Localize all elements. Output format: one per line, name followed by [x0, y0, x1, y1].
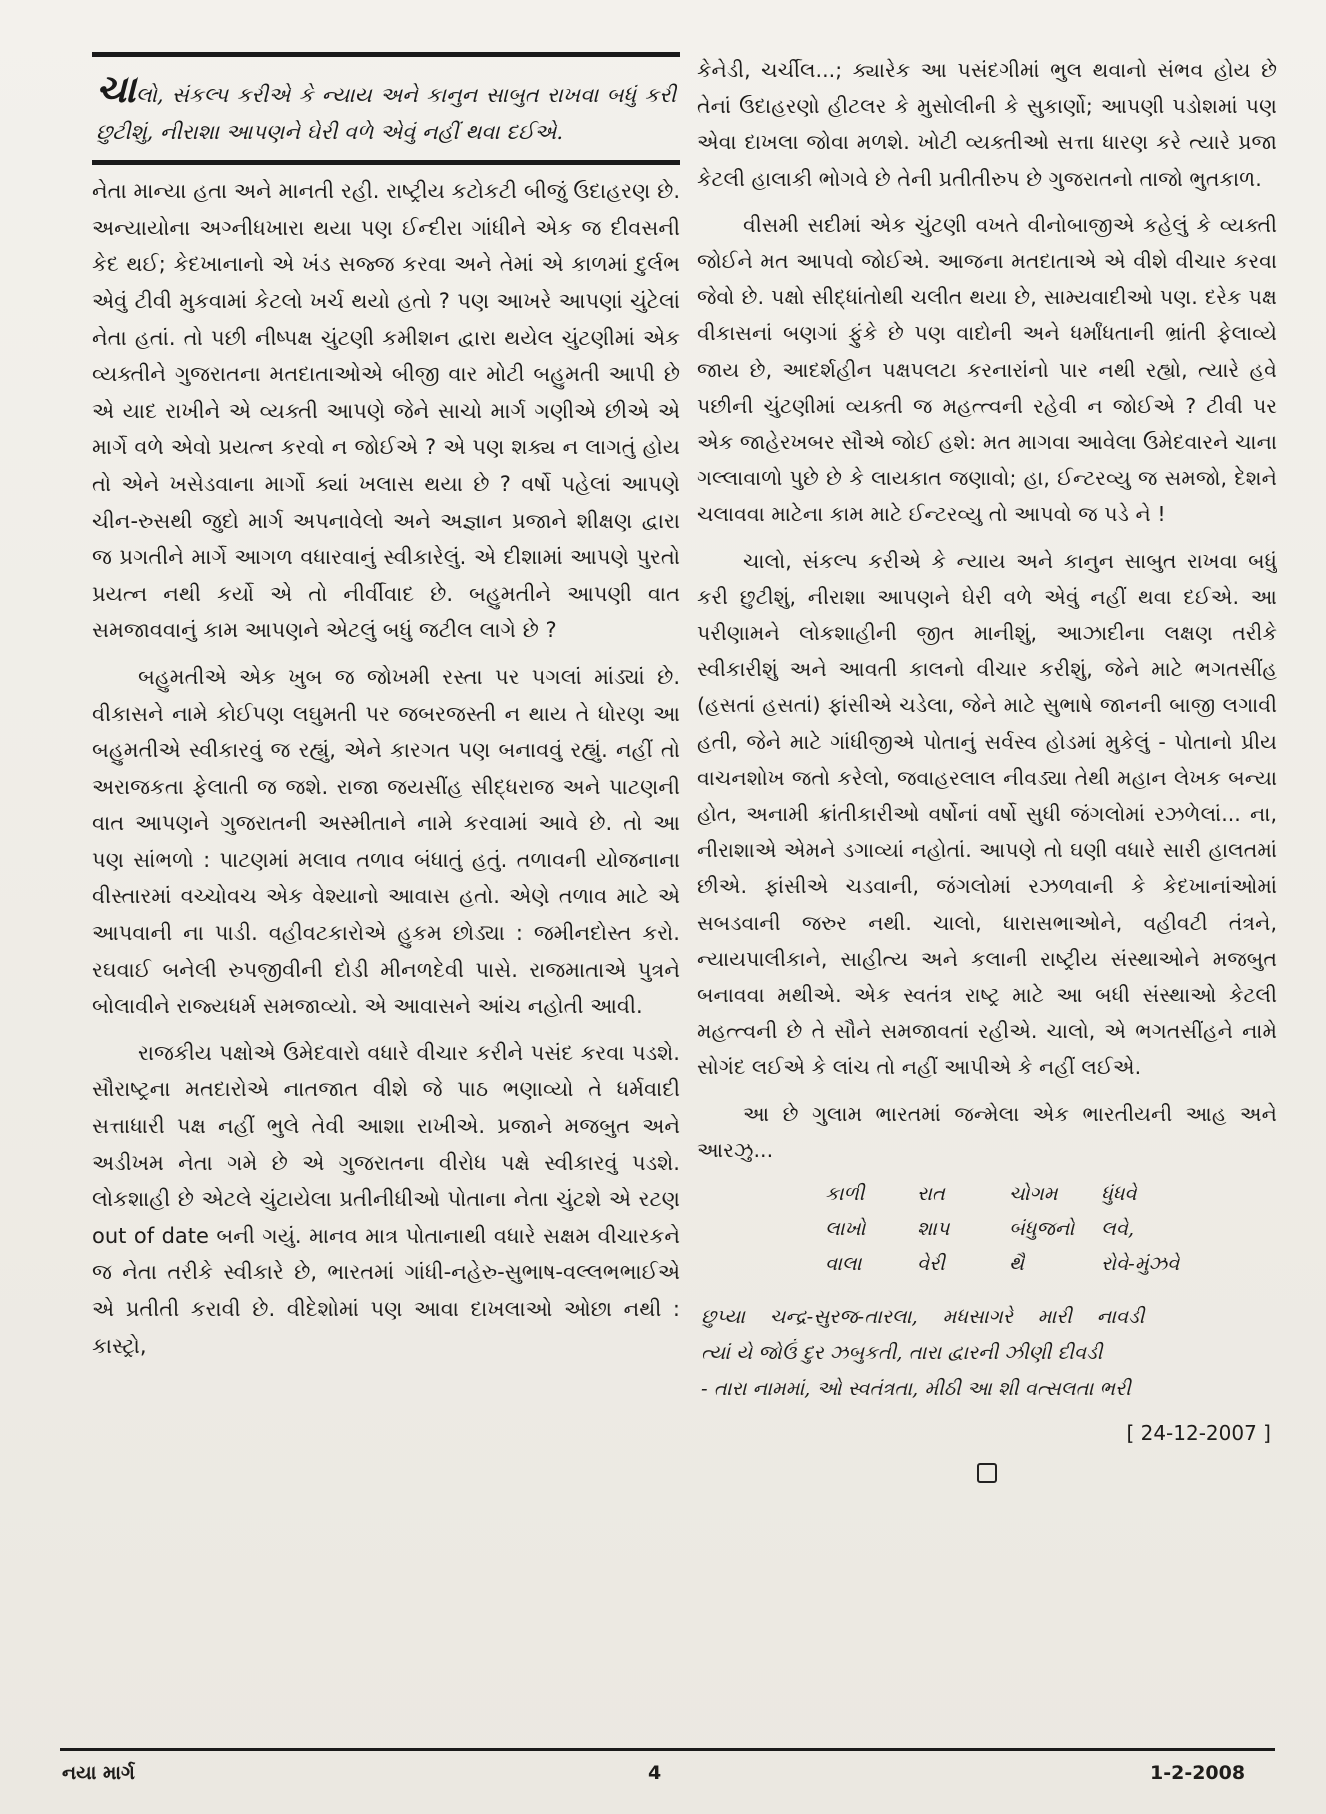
poem-line-3: - તારા નામમાં, ઓ સ્વતંત્રતા, મીઠી આ શી વત્સલતા ભરી [701, 1377, 1131, 1401]
footer-rule [60, 1748, 1275, 1751]
poem-line-1: છુપ્યા ચન્દ્ર-સુરજ-તારલા, મધસાગરે મારી નાવડી [701, 1305, 1145, 1329]
poem-word: રાત [917, 1182, 945, 1206]
footer-page-number: 4 [648, 1762, 662, 1784]
poem-word: વેરી [917, 1252, 945, 1276]
footer-publication-name: નયા માર્ગ [62, 1762, 135, 1784]
right-paragraph-1: કેનેડી, ચર્ચીલ...; ક્યારેક આ પસંદગીમાં ભુલ થવાનો સંભવ હોય છે તેનાં ઉદાહરણો હીટલર કે મુસોલીની કે સુકાર્ણો; આપણી પડોશમાં પણ એવા દાખલા જોવા મળશે. ખોટી વ્યક્તીઓ સત્તા ધારણ કરે ત્યારે પ્રજા કેટલી હાલાકી ભોગવે છે તેની પ્રતીતીરુપ છે ગુજરાતનો તાજો ભુતકાળ. [697, 58, 1277, 191]
poem-word: ચોગમ [1009, 1182, 1058, 1206]
poem-word: લવે, [1101, 1217, 1135, 1241]
poem-word: લાખો [825, 1217, 866, 1241]
right-paragraph-3: ચાલો, સંકલ્પ કરીએ કે ન્યાય અને કાનુન સાબુત રાખવા બધું કરી છુટીશું, નીરાશા આપણને ઘેરી વળે એવું નહીં થવા દઈએ. આ પરીણામને લોકશાહીની જીત માનીશું, આઝાદીના લક્ષણ તરીકે સ્વીકારીશું અને આવતી કાલનો વીચાર કરીશું, જેને માટે ભગતસીંહ (હસતાં હસતાં) ફાંસીએ ચડેલા, જેને માટે સુભાષે જાનની બાજી લગાવી હતી, જેને માટે ગાંધીજીએ પોતાનું સર્વસ્વ હોડમાં મુકેલું - પોતાનો પ્રીય વાચનશોખ જતો કરેલો, જવાહરલાલ નીવડ્યા તેથી મહાન લેખક બન્યા હોત, અનામી ક્રાંતીકારીઓ વર્ષોનાં વર્ષો સુધી જંગલોમાં રઝળેલાં... ના, નીરાશાએ એમને ડગાવ્યાં નહોતાં. આપણે તો ઘણી વધારે સારી હાલતમાં છીએ. ફાંસીએ ચડવાની, જંગલોમાં રઝળવાની કે કેદખાનાંઓમાં સબડવાની જરુર નથી. ચાલો, ધારાસભાઓને, વહીવટી તંત્રને, ન્યાયપાલીકાને, સાહીત્ય અને કલાની રાષ્ટ્રીય સંસ્થાઓને મજબુત બનાવવા મથીએ. એક સ્વતંત્ર રાષ્ટ્ર માટે આ બધી સંસ્થાઓ કેટલી મહત્ત્વની છે તે સૌને સમજાવતાં રહીએ. ચાલો, એ ભગતસીંહને નામે સોગંદ લઈએ કે લાંચ તો નહીં આપીએ કે નહીં લઈએ. [697, 548, 1277, 1080]
poem-word: વાલા [825, 1252, 862, 1276]
pull-quote-lead: ચા [96, 66, 136, 111]
poem-word: થૈ [1009, 1252, 1024, 1276]
poem-stanza-line [697, 1176, 1277, 1211]
poem-word: રોવે-મુંઝવે [1101, 1252, 1180, 1276]
end-of-article-box-icon [977, 1463, 997, 1483]
poem-word: બંધુજનો [1009, 1217, 1075, 1241]
left-paragraph-3: રાજકીય પક્ષોએ ઉમેદવારો વધારે વીચાર કરીને પસંદ કરવા પડશે. સૌરાષ્ટ્રના મતદારોએ નાતજાત વીશે જે પાઠ ભણાવ્યો તે ધર્મવાદી સત્તાધારી પક્ષ નહીં ભુલે તેવી આશા રાખીએ. પ્રજાને મજબુત અને અડીખમ નેતા ગમે છે એ ગુજરાતના વીરોધ પક્ષે સ્વીકારવું પડશે. લોકશાહી છે એટલે ચુંટાયેલા પ્રતીનીધીઓ પોતાના નેતા ચુંટશે એ રટણ out of date બની ગયું. માનવ માત્ર પોતાનાથી વધારે સક્ષમ વીચારકને જ નેતા તરીકે સ્વીકારે છે, ભારતમાં ગાંધી-નહેરુ-સુભાષ-વલ્લભભાઈએ એ પ્રતીતી કરાવી છે. વીદેશોમાં પણ આવા દાખલાઓ ઓછા નથી : કાસ્ટ્રો, [92, 1040, 680, 1358]
poem-stanza-line [697, 1246, 1277, 1281]
pull-quote [92, 57, 680, 160]
pull-quote-text: લો, સંકલ્પ કરીએ કે ન્યાય અને કાનુન સાબુત રાખવા બધું કરી છુટીશું, નીરાશા આપણને ઘેરી વળે એવું નહીં થવા દઈએ. [96, 83, 676, 144]
poem [697, 1176, 1277, 1407]
poem-line-2: ત્યાં યે જોઉં દુર ઝબુકતી, તારા દ્વારની ઝીણી દીવડી [701, 1341, 1103, 1365]
left-paragraph-1: નેતા માન્યા હતા અને માનતી રહી. રાષ્ટ્રીય કટોકટી બીજું ઉદાહરણ છે. અન્યાયોના અગ્નીધખારા થયા પણ ઈન્દીરા ગાંધીને એક જ દીવસની કેદ થઈ; કેદખાનાનો એ ખંડ સજ્જ કરવા અને તેમાં એ કાળમાં દુર્લભ એવું ટીવી મુકવામાં કેટલો ખર્ચ થયો હતો ? પણ આખરે આપણાં ચુંટેલાં નેતા હતાં. તો પછી નીષ્પક્ષ ચુંટણી કમીશન દ્વારા થયેલ ચુંટણીમાં એક વ્યક્તીને ગુજરાતના મતદાતાઓએ બીજી વાર મોટી બહુમતી આપી છે એ યાદ રાખીને એ વ્યક્તી આપણે જેને સાચો માર્ગ ગણીએ છીએ એ માર્ગે વળે એવો પ્રયત્ન કરવો ન જોઈએ ? એ પણ શક્ય ન લાગતું હોય તો એને ખસેડવાના માર્ગો ક્યાં ખલાસ થયા છે ? વર્ષો પહેલાં આપણે ચીન-રુસથી જુદો માર્ગ અપનાવેલો અને અજ્ઞાન પ્રજાને શીક્ષણ દ્વારા જ પ્રગતીને માર્ગે આગળ વધારવાનું સ્વીકારેલું. એ દીશામાં આપણે પુરતો પ્રયત્ન નથી કર્યો એ તો નીર્વીવાદ છે. બહુમતીને આપણી વાત સમજાવવાનું કામ આપણને એટલું બધું જટીલ લાગે છે ? [92, 179, 680, 643]
article-date: [ 24-12-2007 ] [1126, 1421, 1271, 1446]
right-paragraph-4: આ છે ગુલામ ભારતમાં જન્મેલા એક ભારતીયની આહ અને આરઝુ... [697, 1101, 1277, 1162]
poem-word: ધુંધવે [1101, 1182, 1137, 1206]
poem-word: કાળી [825, 1182, 865, 1206]
right-paragraph-2: વીસમી સદીમાં એક ચુંટણી વખતે વીનોબાજીએ કહેલું કે વ્યક્તી જોઈને મત આપવો જોઈએ. આજના મતદાતાએ એ વીશે વીચાર કરવા જેવો છે. પક્ષો સીદ્ધાંતોથી ચલીત થયા છે, સામ્યવાદીઓ પણ. દરેક પક્ષ વીકાસનાં બણગાં ફુંકે છે પણ વાદોની અને ધર્માંધતાની ભ્રાંતી ફેલાવ્યે જાય છે, આદર્શહીન પક્ષપલટા કરનારાંનો પાર નથી રહ્યો, ત્યારે હવે પછીની ચુંટણીમાં વ્યક્તી જ મહત્ત્વની રહેવી ન જોઈએ ? ટીવી પર એક જાહેરખબર સૌએ જોઈ હશે: મત માગવા આવેલા ઉમેદવારને ચાના ગલ્લાવાળો પુછે છે કે લાયકાત જણાવો; હા, ઈન્ટરવ્યુ જ સમજો, દેશને ચલાવવા માટેના કામ માટે ઈન્ટરવ્યુ તો આપવો જ પડે ને ! [697, 212, 1277, 527]
left-paragraph-2: બહુમતીએ એક ખુબ જ જોખમી રસ્તા પર પગલાં માંડ્યાં છે. વીકાસને નામે કોઈપણ લઘુમતી પર જબરજસ્તી ન થાય તે ધોરણ આ બહુમતીએ સ્વીકારવું જ રહ્યું, એને કારગત પણ બનાવવું રહ્યું. નહીં તો અરાજકતા ફેલાતી જ જશે. રાજા જયસીંહ સીદ્ધરાજ અને પાટણની વાત આપણને ગુજરાતની અસ્મીતાને નામે કરવામાં આવે છે. તો આ પણ સાંભળો : પાટણમાં મલાવ તળાવ બંધાતું હતું. તળાવની યોજનાના વીસ્તારમાં વચ્ચોવચ એક વેશ્યાનો આવાસ હતો. એણે તળાવ માટે એ આપવાની ના પાડી. વહીવટકારોએ હુકમ છોડ્યા : જમીનદોસ્ત કરો. રઘવાઈ બનેલી રુપજીવીની દોડી મીનળદેવી પાસે. રાજમાતાએ પુત્રને બોલાવીને રાજ્યધર્મ સમજાવ્યો. એ આવાસને આંચ નહોતી આવી. [92, 664, 680, 1019]
poem-word: શાપ [917, 1217, 950, 1241]
poem-stanza-line [697, 1211, 1277, 1246]
left-column [92, 52, 680, 1364]
right-column [697, 52, 1277, 1483]
footer-issue-date: 1-2-2008 [1150, 1762, 1246, 1784]
